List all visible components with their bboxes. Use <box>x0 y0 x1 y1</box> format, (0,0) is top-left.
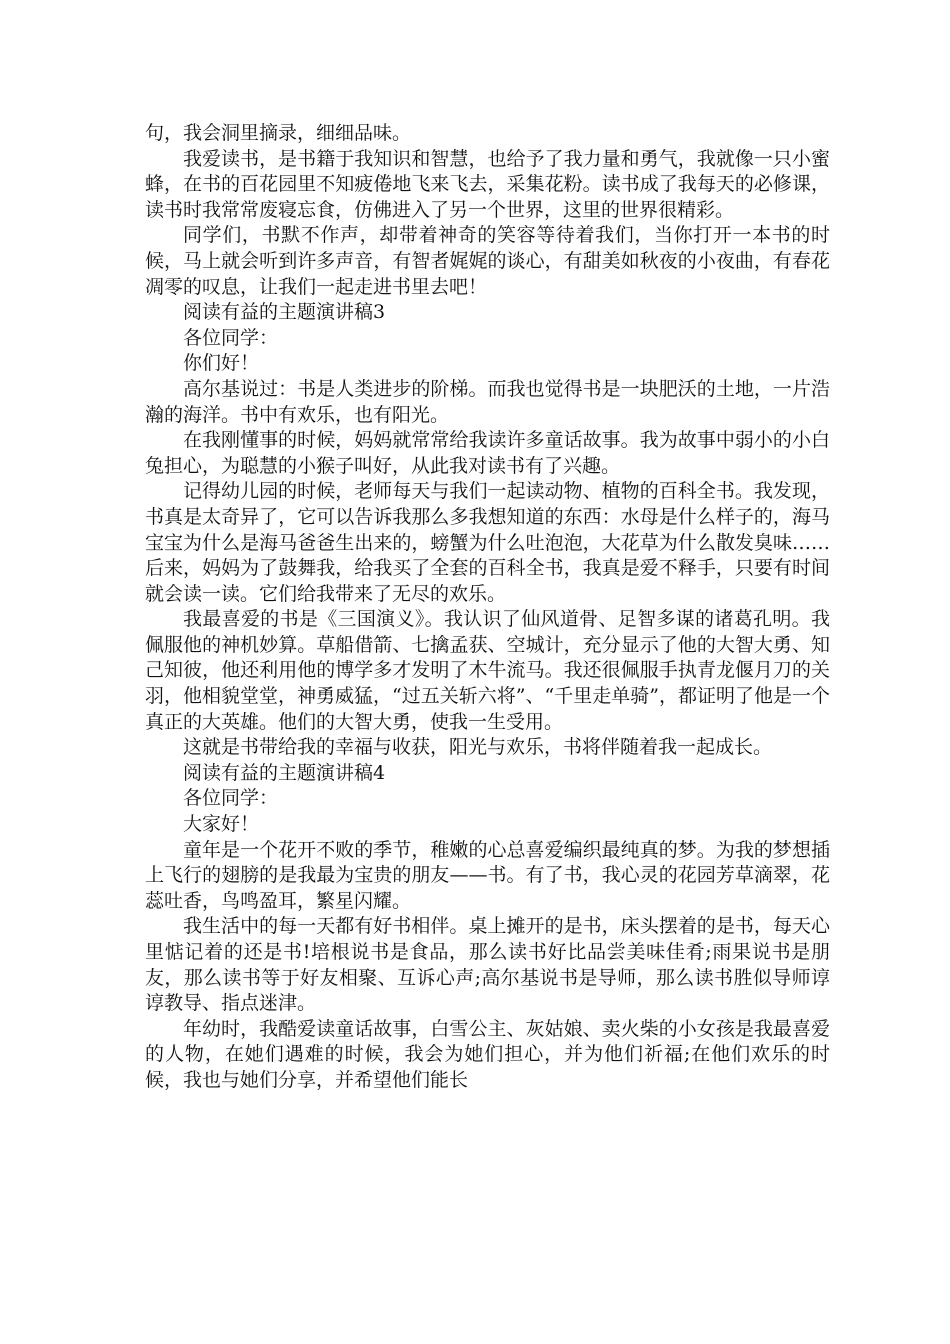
greeting: 大家好！ <box>183 813 260 836</box>
paragraph: 我最喜爱的书是《三国演义》。我认识了仙风道骨、足智多谋的诸葛孔明。我佩服他的神机妙算。草船借箭、七擒孟获、空城计，充分显示了他的大智大勇、知己知彼，他还利用他的博学多才发明了木牛流马。我还很佩服手执青龙偃月刀的关羽，他相貌堂堂，神勇威猛，“过五关斩六将”、“千里走单骑”，都证明了他是一个真正的大英雄。他们的大智大勇，使我一生受用。 <box>145 608 830 733</box>
paragraph: 我爱读书，是书籍于我知识和智慧，也给予了我力量和勇气，我就像一只小蜜蜂，在书的百花园里不知疲倦地飞来飞去，采集花粉。读书成了我每天的必修课，读书时我常常废寝忘食，仿佛进入了另一个世界，这里的世界很精彩。 <box>145 147 830 221</box>
section-title: 阅读有益的主题演讲稿4 <box>183 761 386 784</box>
paragraph: 高尔基说过：书是人类进步的阶梯。而我也觉得书是一块肥沃的土地，一片浩瀚的海洋。书中有欢乐，也有阳光。 <box>145 377 830 426</box>
paragraph: 记得幼儿园的时候，老师每天与我们一起读动物、植物的百科全书。我发现，书真是太奇异了，它可以告诉我那么多我想知道的东西：水母是什么样子的，海马宝宝为什么是海马爸爸生出来的，螃蟹为什么吐泡泡，大花草为什么散发臭味……后来，妈妈为了鼓舞我，给我买了全套的百科全书，我真是爱不释手，只要有时间就会读一读。它们给我带来了无尽的欢乐。 <box>145 480 830 605</box>
greeting: 你们好！ <box>183 352 260 375</box>
salutation: 各位同学： <box>183 787 279 810</box>
paragraph: 在我刚懂事的时候，妈妈就常常给我读许多童话故事。我为故事中弱小的小白兔担心，为聪慧的小猴子叫好，从此我对读书有了兴趣。 <box>145 429 830 477</box>
paragraph: 年幼时，我酷爱读童话故事，白雪公主、灰姑娘、卖火柴的小女孩是我最喜爱的人物，在她们遇难的时候，我会为她们担心，并为他们祈福;在他们欢乐的时候，我也与她们分享，并希望他们能长 <box>145 1017 830 1091</box>
paragraph: 我生活中的每一天都有好书相伴。桌上摊开的是书，床头摆着的是书，每天心里惦记着的还是书!培根说书是食品，那么读书好比品尝美味佳肴;雨果说书是朋友，那么读书等于好友相聚、互诉心声;高尔基说书是导师，那么读书胜似导师谆谆教导、指点迷津。 <box>145 915 830 1015</box>
paragraph: 这就是书带给我的幸福与收获，阳光与欢乐，书将伴随着我一起成长。 <box>183 736 773 759</box>
paragraph: 童年是一个花开不败的季节，稚嫩的心总喜爱编织最纯真的梦。为我的梦想插上飞行的翅膀的是我最为宝贵的朋友——书。有了书，我心灵的花园芳草滴翠，花蕊吐香，鸟鸣盈耳，繁星闪耀。 <box>145 838 830 912</box>
document-page <box>145 121 830 1094</box>
paragraph-continuation: 句，我会洞里摘录，细细品味。 <box>145 122 412 144</box>
paragraph: 同学们，书默不作声，却带着神奇的笑容等待着我们，当你打开一本书的时候，马上就会听到许多声音，有智者娓娓的谈心，有甜美如秋夜的小夜曲，有春花凋零的叹息，让我们一起走进书里去吧！ <box>145 224 830 298</box>
section-title: 阅读有益的主题演讲稿3 <box>183 301 386 324</box>
salutation: 各位同学： <box>183 326 279 349</box>
